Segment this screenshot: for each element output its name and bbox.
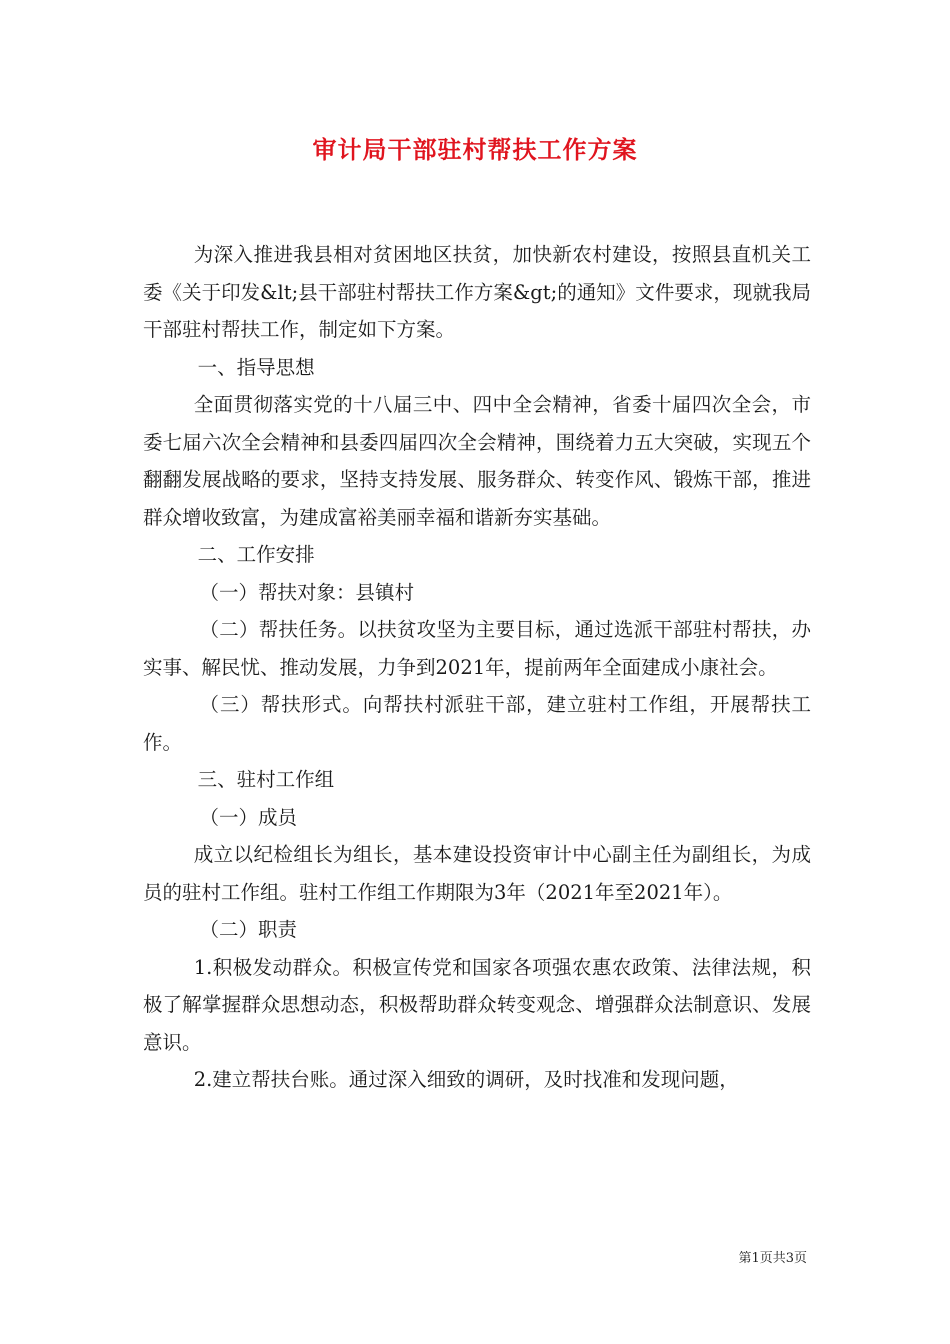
subheading-duties: （二）职责 — [199, 918, 298, 941]
paragraph-members: 成立以纪检组长为组长，基本建设投资审计中心副主任为副组长，为成员的驻村工作组。驻村工作组工作期限为3年（2021年至2021年）。 — [143, 843, 811, 904]
paragraph-task: （二）帮扶任务。以扶贫攻坚为主要目标，通过选派干部驻村帮扶，办实事、解民忧、推动发展，力争到2021年，提前两年全面建成小康社会。 — [143, 618, 811, 679]
document-title: 审计局干部驻村帮扶工作方案 — [312, 136, 638, 164]
page-number: 第1页共3页 — [738, 1251, 807, 1266]
paragraph-intro: 为深入推进我县相对贫困地区扶贫，加快新农村建设，按照县直机关工委《关于印发&lt;县干部驻村帮扶工作方案&gt;的通知》文件要求，现就我局干部驻村帮扶工作，制定如下方案。 — [143, 243, 811, 341]
subheading-members: （一）成员 — [199, 805, 298, 829]
paragraph-guiding-thought: 全面贯彻落实党的十八届三中、四中全会精神，省委十届四次全会，市委七届六次全会精神和县委四届四次全会精神，围绕着力五大突破，实现五个翻翻发展战略的要求，坚持支持发展、服务群众、转变作风、锻炼干部，推进群众增收致富，为建成富裕美丽幸福和谐新夯实基础。 — [143, 393, 811, 529]
section-heading-3: 三、驻村工作组 — [197, 768, 335, 791]
section-heading-1: 一、指导思想 — [197, 355, 315, 379]
paragraph-duty-1: 1.积极发动群众。积极宣传党和国家各项强农惠农政策、法律法规，积极了解掌握群众思想动态，积极帮助群众转变观念、增强群众法制意识、发展意识。 — [143, 955, 811, 1054]
document-body — [143, 236, 811, 1099]
section-heading-2: 二、工作安排 — [197, 543, 315, 566]
paragraph-form: （三）帮扶形式。向帮扶村派驻干部，建立驻村工作组，开展帮扶工作。 — [143, 693, 811, 754]
paragraph-target: （一）帮扶对象：县镇村 — [199, 580, 415, 604]
paragraph-duty-2: 2.建立帮扶台账。通过深入细致的调研，及时找准和发现问题， — [193, 1068, 739, 1091]
